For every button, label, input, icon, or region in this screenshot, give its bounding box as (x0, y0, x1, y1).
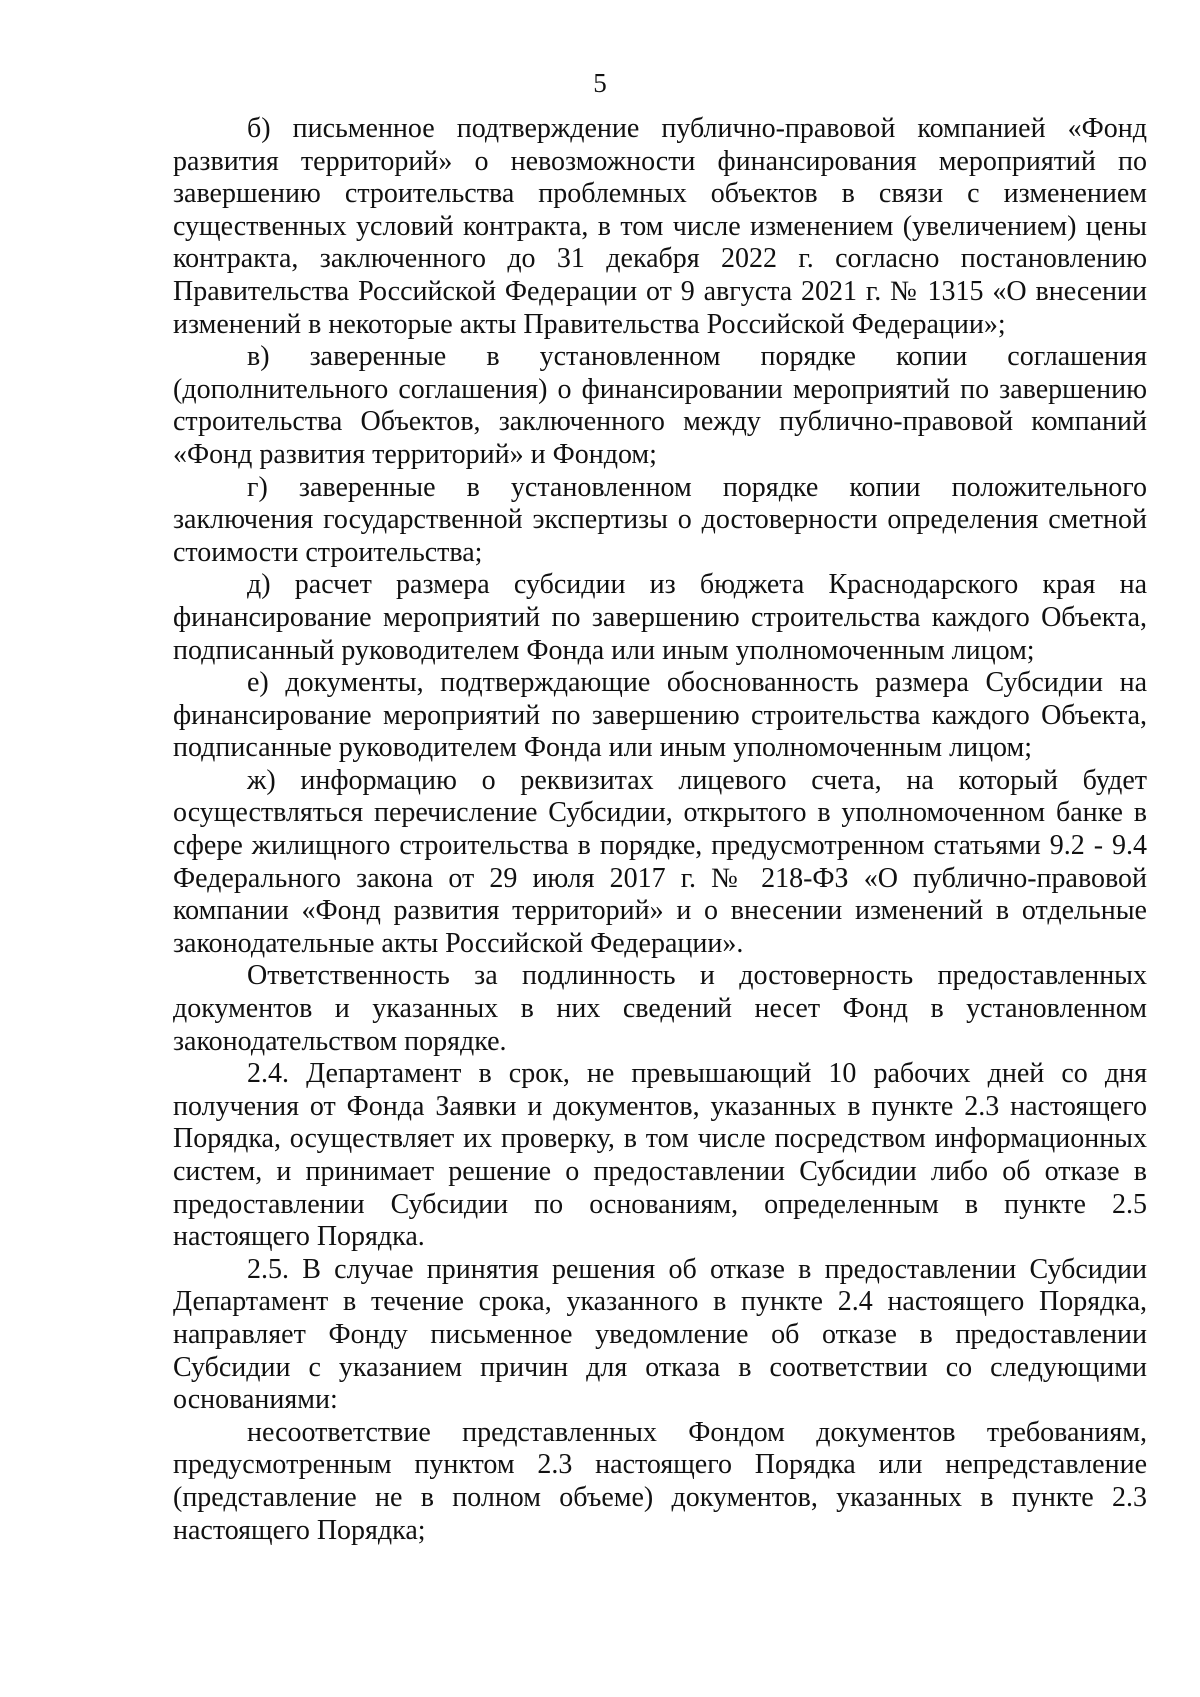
clause-2-5: 2.5. В случае принятия решения об отказе в предоставлении Субсидии Департамент в течение срока, указанного в пункте 2.4 настоящего Порядка, направляет Фонду письменное уведомление об отказе в предоставлении Субсидии с указанием причин для отказа в соответствии со следующими основаниями: (173, 1253, 1147, 1416)
item-g-expertise-conclusion: г) заверенные в установленном порядке копии положительного заключения государственной экспертизы о достоверности определения сметной стоимости строительства; (173, 471, 1147, 568)
document-body (173, 113, 1147, 1547)
responsibility-paragraph: Ответственность за подлинность и достоверность предоставленных документов и указанных в них сведений несет Фонд в установленном законодательством порядке. (173, 960, 1147, 1057)
item-b-written-confirmation: б) письменное подтверждение публично-правовой компанией «Фонд развития территорий» о невозможности финансирования мероприятий по завершению строительства проблемных объектов в связи с изменением существенных условий контракта, в том числе изменением (увеличением) цены контракта, заключенного до 31 декабря 2022 г. согласно постановлению Правительства Российской Федерации от 9 августа 2021 г. № 1315 «О внесении изменений в некоторые акты Правительства Российской Федерации»; (173, 113, 1147, 340)
item-d-subsidy-calculation: д) расчет размера субсидии из бюджета Краснодарского края на финансирование мероприятий по завершению строительства каждого Объекта, подписанный руководителем Фонда или иным уполномоченным лицом; (173, 569, 1147, 666)
refusal-ground-nonconformity: несоответствие представленных Фондом документов требованиям, предусмотренным пунктом 2.3 настоящего Порядка или непредставление (представление не в полном объеме) документов, указанных в пункте 2.3 настоящего Порядка; (173, 1416, 1147, 1546)
item-e-justification-documents: е) документы, подтверждающие обоснованность размера Субсидии на финансирование мероприятий по завершению строительства каждого Объекта, подписанные руководителем Фонда или иным уполномоченным лицом; (173, 667, 1147, 764)
item-v-agreement-copies: в) заверенные в установленном порядке копии соглашения (дополнительного соглашения) о финансировании мероприятий по завершению строительства Объектов, заключенного между публично-правовой компаний «Фонд развития территорий» и Фондом; (173, 341, 1147, 470)
page-number: 5 (593, 68, 607, 98)
clause-2-4: 2.4. Департамент в срок, не превышающий 10 рабочих дней со дня получения от Фонда Заявки и документов, указанных в пункте 2.3 настоящего Порядка, осуществляет их проверку, в том числе посредством информационных систем, и принимает решение о предоставлении Субсидии либо об отказе в предоставлении Субсидии по основаниям, определенным в пункте 2.5 настоящего Порядка. (173, 1058, 1147, 1253)
item-zh-account-details: ж) информацию о реквизитах лицевого счета, на который будет осуществляться перечисление Субсидии, открытого в уполномоченном банке в сфере жилищного строительства в порядке, предусмотренном статьями 9.2 - 9.4 Федерального закона от 29 июля 2017 г. № 218-ФЗ «О публично-правовой компании «Фонд развития территорий» и о внесении изменений в отдельные законодательные акты Российской Федерации». (173, 764, 1147, 959)
